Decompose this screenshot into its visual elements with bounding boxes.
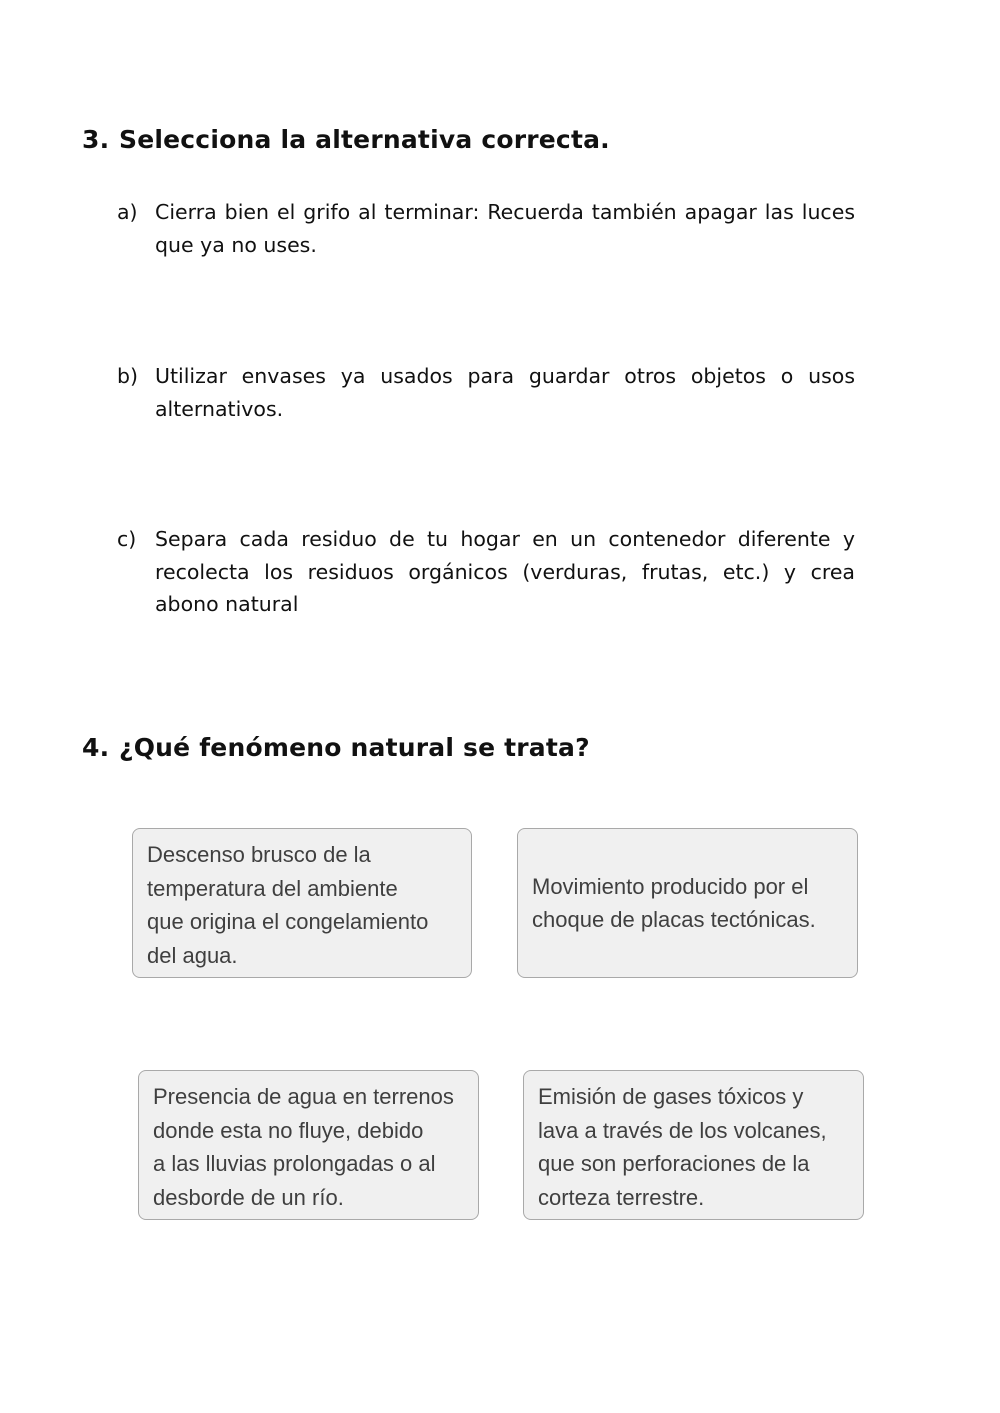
question-4-number: 4. <box>82 733 110 762</box>
phenomenon-card-frost[interactable] <box>132 828 472 978</box>
question-4-title: ¿Qué fenómeno natural se trata? <box>119 733 590 762</box>
question-3-number: 3. <box>82 125 110 154</box>
question-3-heading <box>82 124 610 156</box>
card-line: corteza terrestre. <box>538 1184 705 1210</box>
card-line: desborde de un río. <box>153 1184 344 1210</box>
option-b-letter: b) <box>117 364 139 388</box>
card-line: del agua. <box>147 942 238 968</box>
option-b-text: Utilizar envases ya usados para guardar otros objetos o usos alternativos. <box>155 364 855 421</box>
question-3-title: Selecciona la alternativa correcta. <box>119 125 610 154</box>
option-c-letter: c) <box>117 527 137 551</box>
option-a-letter: a) <box>117 200 138 224</box>
option-c-text: Separa cada residuo de tu hogar en un contenedor diferente y recolecta los residuos orgánicos (verduras, frutas, etc.) y crea abono natural <box>155 527 855 616</box>
card-line: que son perforaciones de la <box>538 1151 810 1176</box>
phenomenon-card-volcano[interactable] <box>523 1070 864 1220</box>
card-line: Descenso brusco de la <box>147 842 371 867</box>
option-b[interactable] <box>117 360 855 425</box>
card-line: Emisión de gases tóxicos y <box>538 1084 804 1109</box>
card-line: lava a través de los volcanes, <box>538 1117 827 1143</box>
card-line: temperatura del ambiente <box>147 875 398 901</box>
card-line: choque de placas tectónicas. <box>532 907 816 932</box>
card-line: Presencia de agua en terrenos <box>153 1084 454 1109</box>
option-a[interactable] <box>117 196 855 261</box>
card-line: Movimiento producido por el <box>532 873 809 899</box>
question-4-heading <box>82 732 590 764</box>
phenomenon-card-earthquake[interactable] <box>517 828 858 978</box>
option-c[interactable] <box>117 523 855 621</box>
card-line: donde esta no fluye, debido <box>153 1117 424 1143</box>
phenomenon-card-flood[interactable] <box>138 1070 479 1220</box>
card-line: que origina el congelamiento <box>147 909 429 934</box>
card-line: a las lluvias prolongadas o al <box>153 1151 436 1176</box>
option-a-text: Cierra bien el grifo al terminar: Recuerda también apagar las luces que ya no uses. <box>155 200 855 257</box>
